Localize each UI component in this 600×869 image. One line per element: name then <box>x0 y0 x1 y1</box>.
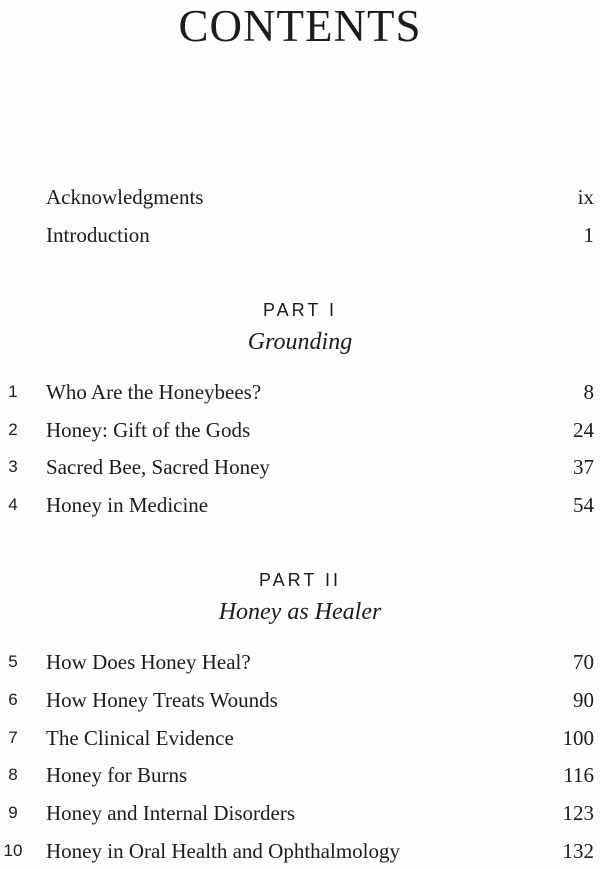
part-1-label: PART I <box>262 300 338 320</box>
entry-page: 100 <box>562 726 594 750</box>
entry-title: The Clinical Evidence <box>46 726 234 750</box>
entry-page: 123 <box>562 801 594 825</box>
entry-title: Sacred Bee, Sacred Honey <box>46 455 270 479</box>
entry-title: How Does Honey Heal? <box>46 650 251 674</box>
entry-page: ix <box>577 185 594 209</box>
part-2-label: PART II <box>258 570 342 590</box>
entry-page: 116 <box>563 763 594 787</box>
chapter-number: 8 <box>8 765 18 784</box>
entry-title: Honey in Medicine <box>46 493 209 517</box>
entry-title: Acknowledgments <box>46 185 204 209</box>
entry-page: 1 <box>583 223 594 247</box>
entry-page: 8 <box>583 380 594 404</box>
toc-entry-chapter-5[interactable] <box>0 647 600 677</box>
entry-page: 54 <box>573 493 594 517</box>
chapter-number: 5 <box>8 652 18 671</box>
entry-title: Honey: Gift of the Gods <box>46 418 251 442</box>
chapter-number: 3 <box>8 457 18 476</box>
toc-entry-chapter-2[interactable] <box>0 415 600 445</box>
part-1-name: Grounding <box>247 329 353 355</box>
entry-page: 37 <box>573 455 594 479</box>
toc-entry-acknowledgments[interactable] <box>0 182 600 212</box>
page-title: CONTENTS <box>178 1 422 51</box>
toc-entry-chapter-1[interactable] <box>0 377 600 407</box>
toc-entry-chapter-9[interactable] <box>0 798 600 828</box>
entry-title: Honey in Oral Health and Ophthalmology <box>46 839 401 863</box>
chapter-number: 6 <box>8 690 18 709</box>
entry-page: 90 <box>573 688 594 712</box>
toc-entry-chapter-3[interactable] <box>0 452 600 482</box>
entry-title: Honey and Internal Disorders <box>46 801 296 825</box>
entry-title: Honey for Burns <box>46 763 188 787</box>
toc-entry-introduction[interactable] <box>0 220 600 250</box>
entry-title: Who Are the Honeybees? <box>46 380 262 404</box>
entry-title: How Honey Treats Wounds <box>46 688 278 712</box>
chapter-number: 4 <box>8 495 18 514</box>
toc-entry-chapter-8[interactable] <box>0 760 600 790</box>
chapter-number: 1 <box>8 382 18 401</box>
toc-entry-chapter-4[interactable] <box>0 490 600 520</box>
entry-page: 132 <box>562 839 594 863</box>
entry-page: 24 <box>573 418 594 442</box>
toc-entry-chapter-10[interactable] <box>0 836 600 866</box>
toc-entry-chapter-6[interactable] <box>0 685 600 715</box>
chapter-number: 10 <box>3 841 23 860</box>
chapter-number: 9 <box>8 803 18 822</box>
part-2-name: Honey as Healer <box>218 599 382 625</box>
chapter-number: 7 <box>8 728 18 747</box>
chapter-number: 2 <box>8 420 18 439</box>
toc-entry-chapter-7[interactable] <box>0 723 600 753</box>
entry-page: 70 <box>573 650 594 674</box>
entry-title: Introduction <box>46 223 150 247</box>
